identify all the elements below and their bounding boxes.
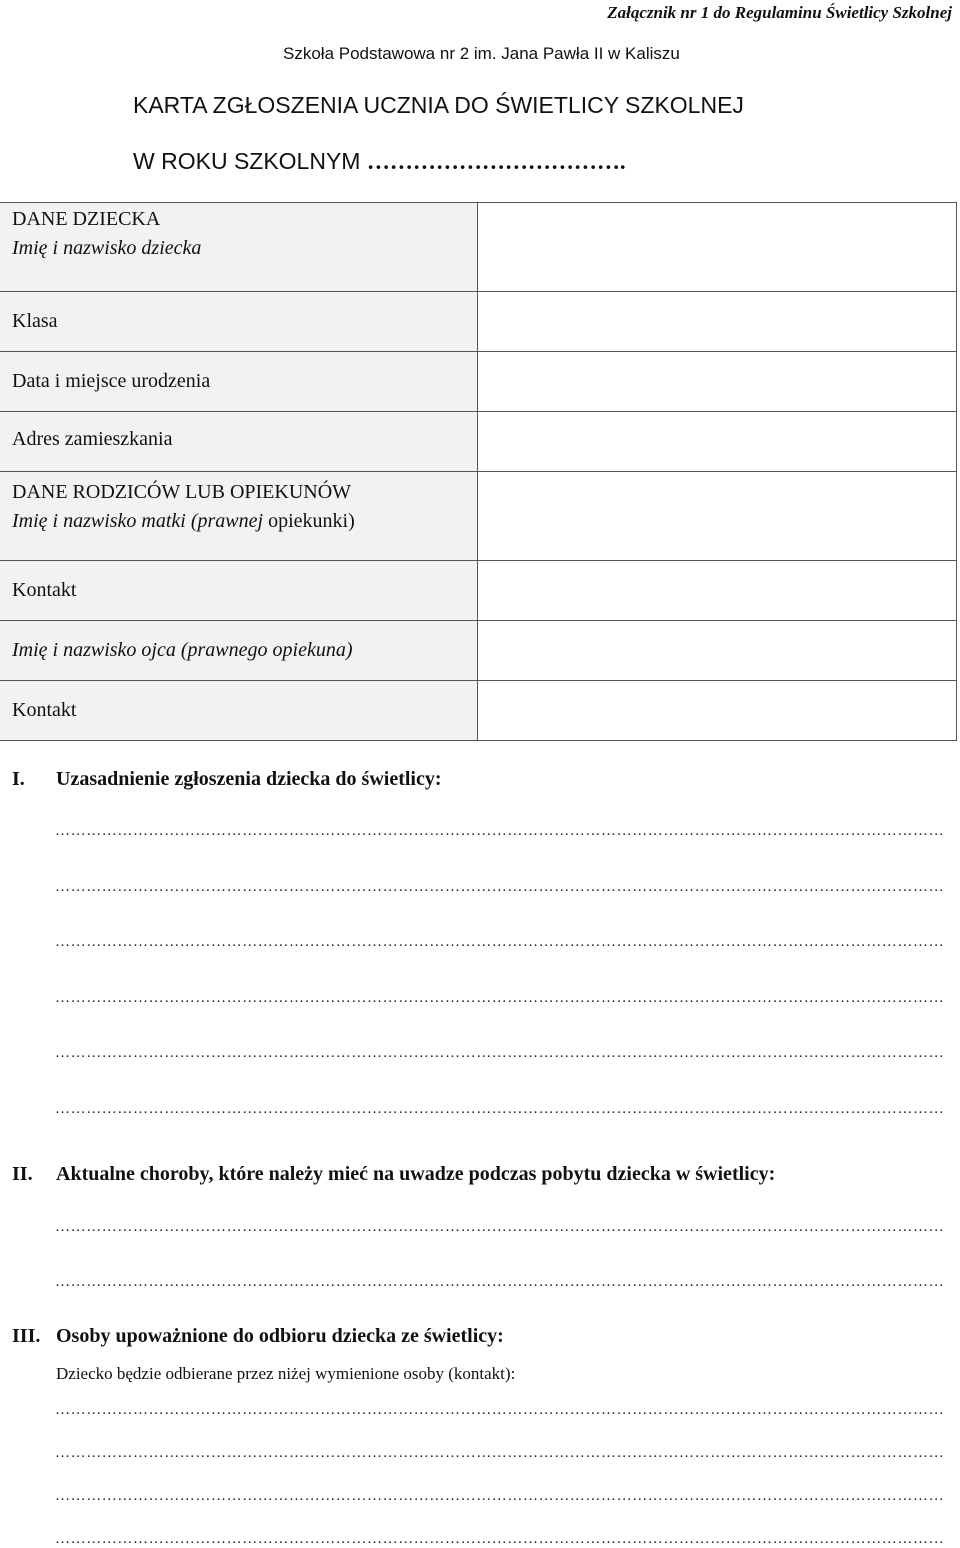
child-name-label: Imię i nazwisko dziecka (12, 237, 202, 259)
section-2-title: Aktualne choroby, które należy mieć na uwadze podczas pobytu dziecka w świetlicy: (56, 1163, 776, 1185)
section-3-number: III. (12, 1325, 41, 1347)
parents-data-header: DANE RODZICÓW LUB OPIEKUNÓW (12, 481, 352, 503)
contact-1-label: Kontakt (12, 579, 77, 601)
illness-line[interactable]: ……………………………………………………………………………………………………………………………………………………… (55, 1277, 945, 1290)
section-1-heading (12, 768, 442, 791)
class-label-cell (0, 292, 478, 352)
mother-label-italic: Imię i nazwisko matki (prawnej (12, 510, 264, 532)
mother-field[interactable] (478, 472, 957, 561)
section-2-heading (12, 1163, 775, 1186)
address-field[interactable] (478, 412, 957, 472)
child-name-label-cell (0, 203, 478, 292)
contact-2-field[interactable] (478, 681, 957, 741)
school-year-label: W ROKU SZKOLNYM (133, 148, 361, 174)
section-3-heading (12, 1325, 504, 1348)
authorized-person-line[interactable]: ……………………………………………………………………………………………………………………………………………………… (55, 1405, 945, 1418)
mother-label-cell (0, 472, 478, 561)
form-title: KARTA ZGŁOSZENIA UCZNIA DO ŚWIETLICY SZKOLNEJ (133, 92, 744, 118)
contact-1-field[interactable] (478, 561, 957, 621)
child-data-header: DANE DZIECKA (12, 208, 161, 230)
section-3-title: Osoby upoważnione do odbioru dziecka ze świetlicy: (56, 1325, 504, 1347)
justification-line[interactable]: ……………………………………………………………………………………………………………………………………………………… (55, 882, 945, 895)
mother-label-rest: opiekunki) (263, 510, 355, 532)
contact-2-label: Kontakt (12, 699, 77, 721)
section-2-number: II. (12, 1163, 33, 1185)
child-name-field[interactable] (478, 203, 957, 292)
birth-field[interactable] (478, 352, 957, 412)
father-field[interactable] (478, 621, 957, 681)
school-year-field[interactable]: ……………………………. (366, 149, 626, 174)
address-label: Adres zamieszkania (12, 428, 173, 450)
section-1-number: I. (12, 768, 25, 790)
authorized-person-line[interactable]: ……………………………………………………………………………………………………………………………………………………… (55, 1448, 945, 1461)
section-3-subtitle: Dziecko będzie odbierane przez niżej wymienione osoby (kontakt): (56, 1364, 516, 1383)
birth-label-cell (0, 352, 478, 412)
address-label-cell (0, 412, 478, 472)
contact-2-label-cell (0, 681, 478, 741)
school-year-line (133, 148, 626, 175)
father-label: Imię i nazwisko ojca (prawnego opiekuna) (12, 639, 353, 661)
justification-line[interactable]: ……………………………………………………………………………………………………………………………………………………… (55, 993, 945, 1006)
authorized-person-line[interactable]: ……………………………………………………………………………………………………………………………………………………… (55, 1534, 945, 1547)
mother-label (0, 506, 477, 536)
class-field[interactable] (478, 292, 957, 352)
illness-line[interactable]: ……………………………………………………………………………………………………………………………………………………… (55, 1222, 945, 1235)
class-label: Klasa (12, 310, 58, 332)
father-label-cell (0, 621, 478, 681)
contact-1-label-cell (0, 561, 478, 621)
justification-line[interactable]: ……………………………………………………………………………………………………………………………………………………… (55, 937, 945, 950)
data-table (0, 202, 957, 741)
justification-line[interactable]: ……………………………………………………………………………………………………………………………………………………… (55, 826, 945, 839)
birth-label: Data i miejsce urodzenia (12, 370, 211, 392)
justification-line[interactable]: ……………………………………………………………………………………………………………………………………………………… (55, 1104, 945, 1117)
section-1-title: Uzasadnienie zgłoszenia dziecka do świetlicy: (56, 768, 442, 790)
annex-note: Załącznik nr 1 do Regulaminu Świetlicy Szkolnej (607, 3, 952, 22)
justification-line[interactable]: ……………………………………………………………………………………………………………………………………………………… (55, 1048, 945, 1061)
authorized-person-line[interactable]: ……………………………………………………………………………………………………………………………………………………… (55, 1491, 945, 1504)
school-name: Szkoła Podstawowa nr 2 im. Jana Pawła II w Kaliszu (283, 44, 680, 63)
